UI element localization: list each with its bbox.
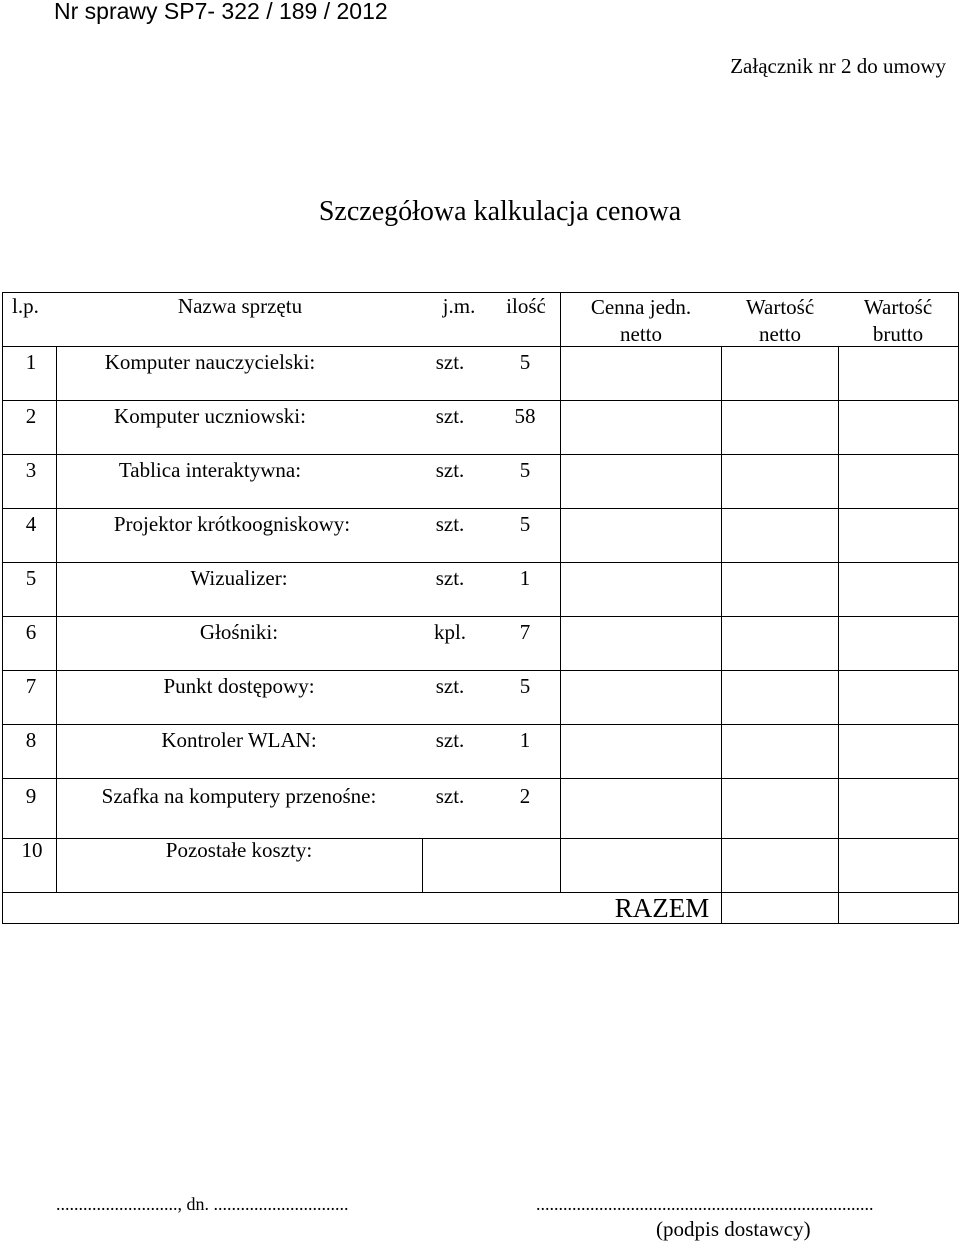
case-number: Nr sprawy SP7- 322 / 189 / 2012 [54,0,388,24]
row-qty: 5 [519,674,531,698]
row-name: Kontroler WLAN: [161,728,317,752]
row-unit: szt. [435,512,465,536]
row-unit: szt. [435,404,465,428]
place-date-line: ..........................., dn. .............................. [56,1194,349,1214]
row-number: 6 [25,620,37,644]
row-unit: szt. [435,728,465,752]
row-number: 2 [25,404,37,428]
annex-label: Załącznik nr 2 do umowy [730,54,946,78]
row-line [2,616,959,617]
signature-line: ........................................................................... [536,1194,874,1214]
header-gross-value-line2: brutto [872,322,924,346]
row-number: 9 [25,784,37,808]
table-border-left [2,292,3,924]
row-name: Komputer uczniowski: [114,404,306,428]
row-qty: 1 [519,728,531,752]
header-unit-price-line2: netto [620,322,662,346]
row-qty: 5 [519,458,531,482]
row-number: 7 [25,674,37,698]
row-name: Głośniki: [199,620,279,644]
header-qty: ilość [506,294,546,318]
signature-label: (podpis dostawcy) [656,1217,811,1241]
row-unit: kpl. [433,620,467,644]
row-name: Tablica interaktywna: [118,458,302,482]
row-number: 3 [25,458,37,482]
header-net-value-line2: netto [759,322,801,346]
header-net-value [722,294,838,348]
row-name: Komputer nauczycielski: [104,350,316,374]
col-divider-qty [560,292,561,892]
page-title: Szczegółowa kalkulacja cenowa [318,196,682,227]
row-qty: 1 [519,566,531,590]
header-name: Nazwa sprzętu [177,294,303,318]
row-qty: 7 [519,620,531,644]
header-net-value-line1: Wartość [745,295,815,319]
row-number: 8 [25,728,37,752]
row-unit: szt. [435,458,465,482]
row-line [2,670,959,671]
row-number: 10 [21,838,43,862]
header-gross-value-line1: Wartość [863,295,933,319]
row-number: 4 [25,512,37,536]
row-number: 1 [25,350,37,374]
header-gross-value [839,294,957,348]
header-unit: j.m. [442,294,476,318]
row-unit: szt. [435,674,465,698]
total-label: RAZEM [614,893,710,923]
row-unit: szt. [435,566,465,590]
table-border-bottom [2,923,959,924]
row-line [2,454,959,455]
header-unit-price [562,294,720,348]
row-name: Szafka na komputery przenośne: [101,784,377,808]
row-line [2,508,959,509]
row-qty: 5 [519,350,531,374]
header-unit-price-line1: Cenna jedn. [590,295,692,319]
row-line [2,400,959,401]
row-name: Punkt dostępowy: [163,674,315,698]
row-qty: 5 [519,512,531,536]
row-qty: 2 [519,784,531,808]
row-line [2,724,959,725]
col-divider-name [422,838,423,892]
row-name: Pozostałe koszty: [165,838,313,862]
table-border-right [958,292,959,924]
row-qty: 58 [514,404,536,428]
row-number: 5 [25,566,37,590]
col-divider-unit-price [721,346,722,892]
row-name: Wizualizer: [190,566,288,590]
row-unit: szt. [435,350,465,374]
row-line [2,778,959,779]
table-border-top [2,292,959,293]
row-unit: szt. [435,784,465,808]
row-line [2,892,959,893]
row-name: Projektor krótkoogniskowy: [113,512,351,536]
row-line [2,562,959,563]
header-lp: l.p. [12,294,39,318]
